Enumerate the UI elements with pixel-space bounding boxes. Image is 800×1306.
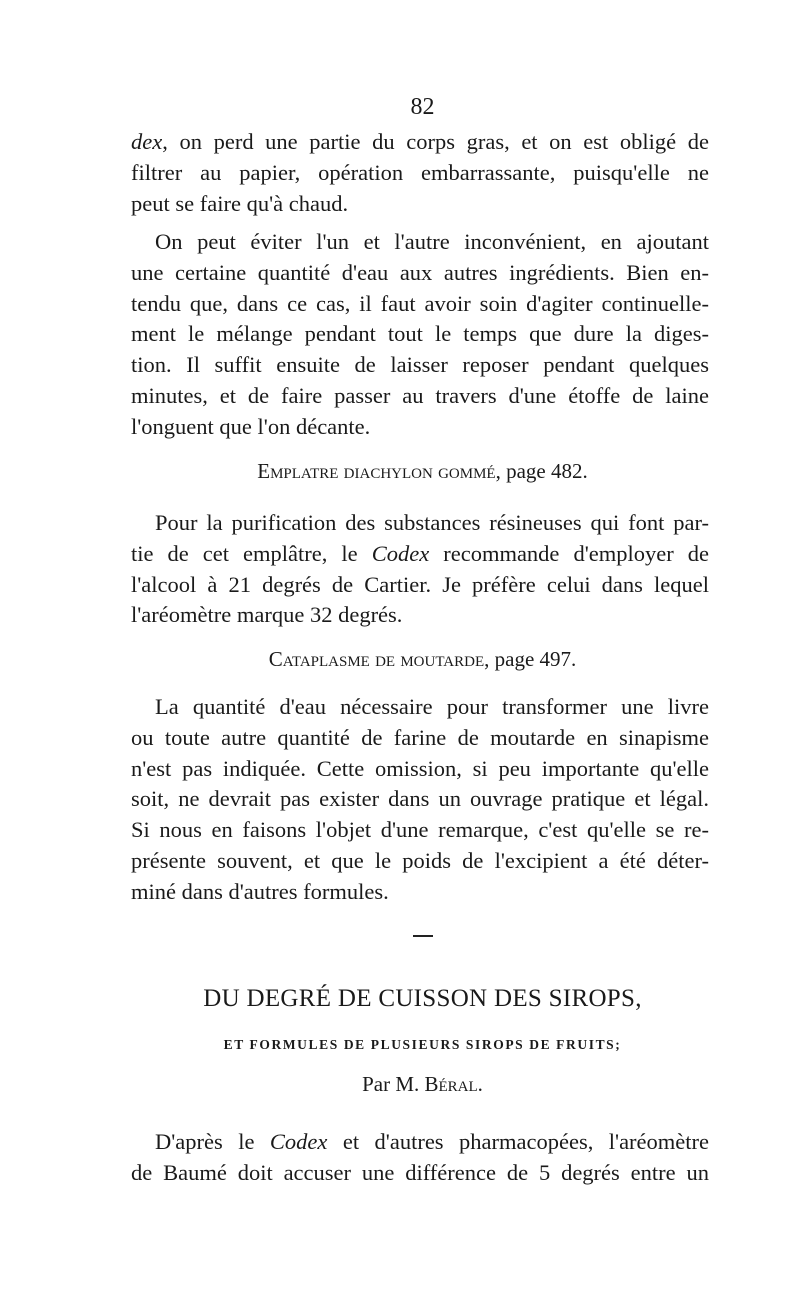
text-segment: D'après le <box>155 1129 270 1154</box>
italic-term: dex <box>131 129 163 154</box>
byline <box>0 1070 800 1098</box>
text-line: présente souvent, et que le poids de l'excipient a été déter- <box>131 847 709 873</box>
text-line: tendu que, dans ce cas, il faut avoir soin d'agiter continuelle- <box>131 290 709 316</box>
section-divider <box>413 935 433 937</box>
text-segment: , on perd une partie du corps gras, et on est obligé de <box>162 129 709 154</box>
text-segment: tie de cet emplâtre, le <box>131 540 372 566</box>
section-title: DU DEGRÉ DE CUISSON DES SIROPS, <box>203 985 642 1012</box>
heading-title: Cataplasme de moutarde <box>268 647 485 671</box>
heading-emplatre <box>0 457 800 485</box>
text-line: l'onguent que l'on décante. <box>131 413 371 439</box>
text-line: ou toute autre quantité de farine de moutarde en sinapisme <box>131 724 709 750</box>
text-line: de Baumé doit accuser une différence de 5 degrés entre un <box>131 1159 709 1185</box>
text-line: On peut éviter l'un et l'autre inconvénient, en ajoutant <box>155 229 709 254</box>
italic-term: Codex <box>269 1129 328 1154</box>
text-line: peut se faire qu'à chaud. <box>131 190 349 216</box>
paragraph-moutarde <box>131 692 709 908</box>
heading-cataplasme <box>0 645 800 673</box>
text-line: La quantité d'eau nécessaire pour transformer une livre <box>155 694 709 719</box>
text-line: n'est pas indiquée. Cette omission, si peu importante qu'elle <box>131 755 709 781</box>
text-line: Si nous en faisons l'objet d'une remarque, c'est qu'elle se re- <box>131 817 709 843</box>
text-line: tion. Il suffit ensuite de laisser reposer pendant quelques <box>131 352 709 378</box>
byline-prefix: Par M. <box>362 1072 425 1096</box>
text-line: l'alcool à 21 degrés de Cartier. Je préfère celui dans lequel <box>131 571 709 597</box>
paragraph-sirops <box>131 1127 709 1189</box>
text-line: miné dans d'autres formules. <box>131 878 389 904</box>
text-line: une certaine quantité d'eau aux autres ingrédients. Bien en- <box>131 259 709 285</box>
author-name: Béral. <box>424 1072 483 1096</box>
paragraph-inconvenients <box>131 227 709 443</box>
text-line: filtrer au papier, opération embarrassante, puisqu'elle ne <box>131 159 709 185</box>
text-line: l'aréomètre marque 32 degrés. <box>131 602 403 628</box>
text-line <box>131 539 709 570</box>
text-line: ment le mélange pendant tout le temps que dure la diges- <box>131 321 709 347</box>
section-subtitle: ET FORMULES DE PLUSIEURS SIROPS DE FRUITS; <box>223 1037 622 1052</box>
heading-page: , page 482. <box>495 459 588 483</box>
text-line: minutes, et de faire passer au travers d'une étoffe de laine <box>131 382 709 408</box>
text-line: soit, ne devrait pas exister dans un ouvrage pratique et légal. <box>131 786 709 812</box>
paragraph-purification <box>131 508 709 631</box>
paragraph-continuation <box>131 127 709 219</box>
text-line <box>131 1127 709 1158</box>
page-number: 82 <box>410 94 435 120</box>
text-segment: et d'autres pharmacopées, l'aréomètre <box>327 1129 710 1154</box>
heading-title: Emplatre diachylon gommé <box>257 459 496 483</box>
text-line: Pour la purification des substances résineuses qui font par- <box>155 510 709 535</box>
heading-page: , page 497. <box>484 647 577 671</box>
text-segment: recommande d'employer de <box>429 540 709 566</box>
text-line <box>131 127 709 158</box>
italic-term: Codex <box>371 540 430 566</box>
